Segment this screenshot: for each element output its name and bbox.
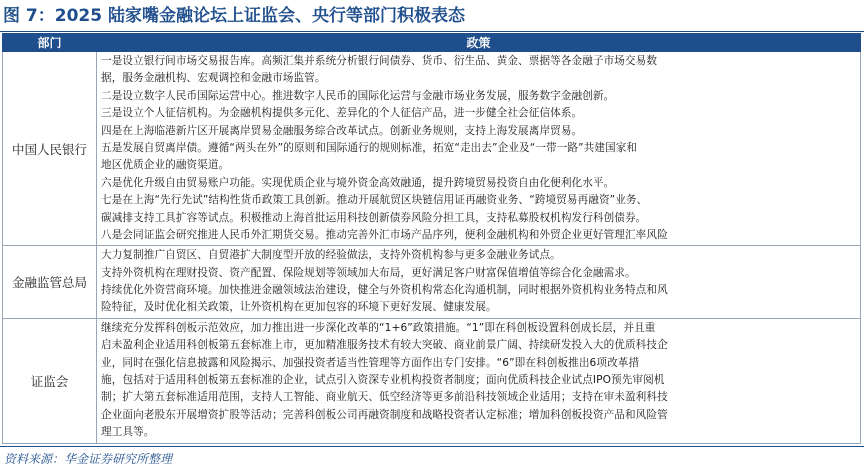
policy-line: 一是设立银行间市场交易报告库。高频汇集并系统分析银行间债券、货币、衍生品、黄金、票据等各金融子市场交易数 (101, 55, 658, 67)
policy-line: 企业面向老股东开展增资扩股等活动；完善科创板公司再融资制度和战略投资者认定标准；增加科创板投资产品和风险管 (101, 408, 668, 421)
figure-title: 图 7：2025 陆家嘴金融论坛上证监会、央行等部门积极表态 (3, 6, 465, 26)
department-cell: 中国人民银行 (3, 52, 97, 246)
department-cell: 证监会 (3, 318, 97, 443)
policy-line: 大力复制推广自贸区、自贸港扩大制度型开放的经验做法，支持外资机构参与更多金融业务试点。 (101, 249, 561, 262)
policy-line: 制；扩大第五套标准适用范围，支持人工智能、商业航天、低空经济等更多前沿科技领域企业适用；支持在审未盈利科技 (101, 391, 668, 404)
policy-line: 八是会同证监会研究推进人民币外汇期货交易。推动完善外汇市场产品序列，便利金融机构和外贸企业更好管理汇率风险 (101, 228, 668, 241)
table-row-csrc (3, 318, 861, 443)
policy-line: 持续优化外资营商环境。加快推进金融领域法治建设，健全与外资机构常态化沟通机制，同时根据外资机构业务特点和风 (101, 284, 668, 297)
policy-cell (97, 52, 861, 246)
policy-line: 理工具等。 (101, 426, 155, 439)
title-divider (0, 31, 864, 32)
header-department: 部门 (3, 34, 97, 52)
policy-line: 四是在上海临港新片区开展离岸贸易金融服务综合改革试点。创新业务规则，支持上海发展离岸贸易。 (101, 124, 583, 137)
policy-line: 据，服务金融机构、宏观调控和金融市场监管。 (101, 72, 326, 85)
header-policy: 政策 (97, 34, 861, 52)
source-note: 资料来源：华金证券研究所整理 (4, 452, 173, 466)
policy-line: 六是优化升级自由贸易账户功能。实现优质企业与境外资金高效融通，提升跨境贸易投资自由化便利化水平。 (101, 176, 615, 189)
policy-line: 碳减排支持工具扩容等试点。积极推动上海首批运用科技创新债券风险分担工具，支持私募股权机构发行科创债券。 (101, 211, 647, 224)
policy-line: 继续充分发挥科创板示范效应，加力推出进一步深化改革的“1+6”政策措施。“1”即在科创板设置科创成长层，并且重 (101, 321, 656, 334)
policy-line: 二是设立数字人民币国际运营中心。推进数字人民币的国际化运营与金融市场业务发展，服务数字金融创新。 (101, 89, 615, 102)
policy-line: 施，包括对于适用科创板第五套标准的企业，试点引入资深专业机构投资者制度；面向优质科技企业试点IPO预先审阅机 (101, 374, 665, 387)
policy-line: 三是设立个人征信机构。为金融机构提供多元化、差异化的个人征信产品，进一步健全社会征信体系。 (101, 107, 583, 120)
policy-line: 支持外资机构在理财投资、资产配置、保险规划等领域加大布局，更好满足客户财富保值增值等综合化金融需求。 (101, 266, 636, 279)
table-header-row (3, 34, 861, 52)
policy-cell (97, 246, 861, 319)
department-cell: 金融监管总局 (3, 246, 97, 319)
policy-line: 七是在上海“先行先试”结构性货币政策工具创新。推动开展航贸区块链信用证再融资业务、“跨境贸易再融资”业务、 (101, 194, 648, 207)
policy-cell (97, 318, 861, 443)
policy-line: 启未盈利企业适用科创板第五套标准上市，更加精准服务技术有较大突破、商业前景广阔、持续研发投入大的优质科技企 (101, 339, 668, 352)
bottom-divider (0, 446, 864, 447)
policy-line: 业，同时在强化信息披露和风险揭示、加强投资者适当性管理等方面作出专门安排。“6”即在科创板推出6项改革措 (101, 356, 640, 369)
policy-line: 险特征，及时优化相关政策，让外资机构在更加包容的环境下更好发展、健康发展。 (101, 301, 497, 314)
policy-table (2, 33, 861, 444)
table-row-pboc (3, 52, 861, 246)
policy-line: 五是发展自贸离岸债。遵循“两头在外”的原则和国际通行的规则标准，拓宽“走出去”企业及“一带一路”共建国家和 (101, 141, 638, 154)
policy-line: 地区优质企业的融资渠道。 (101, 159, 230, 172)
table-row-nfra (3, 246, 861, 319)
